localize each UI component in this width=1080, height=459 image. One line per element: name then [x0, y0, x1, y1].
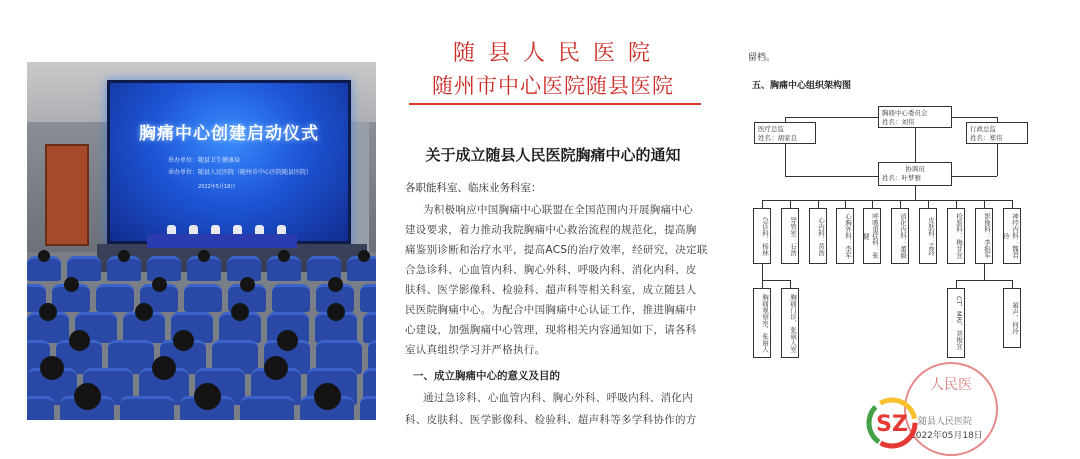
- connector: [952, 176, 997, 177]
- connector: [762, 200, 763, 208]
- connector: [872, 200, 873, 208]
- dept-box: 导管室：石浩: [781, 208, 799, 264]
- org-chart-page: [740, 40, 1036, 454]
- committee-box: [878, 106, 952, 128]
- sub-unit-box: 胸痛观察室、张丽人: [753, 288, 771, 358]
- medical-director-name: 姓名：胡家良: [758, 134, 797, 142]
- audience-head: [358, 250, 370, 262]
- stamp-org: 随县人民医院: [918, 417, 973, 427]
- dept-box: 急诊科：杨林: [753, 208, 771, 264]
- connector: [997, 144, 998, 176]
- committee-name: 姓名：刘伟: [882, 118, 915, 126]
- section-heading: 一、成立胸痛中心的意义及目的: [413, 370, 560, 382]
- audience-head: [173, 330, 194, 351]
- body-line: 科、皮肤科、医学影像科、检验科、超声科等多学科协作的方: [405, 414, 697, 426]
- body-line: 建设要求，着力推动我院胸痛中心救治流程的规范化，提高胸: [405, 224, 697, 236]
- connector: [790, 280, 791, 288]
- body-line: 民医院胸痛中心。为配合中国胸痛中心认证工作，推进胸痛中: [405, 304, 697, 316]
- stamp-date: 2022年05月18日: [910, 431, 983, 441]
- svg-text:SZ: SZ: [876, 412, 908, 437]
- body-line: 肤科、医学影像科、检验科、超声科等相关科室，成立随县人: [405, 284, 697, 296]
- connector: [818, 200, 819, 208]
- screen-organizer: 举办单位：随县卫生健康局: [168, 157, 241, 164]
- connector: [956, 200, 957, 208]
- audience-head: [264, 356, 288, 380]
- auditorium-seat: [147, 256, 181, 281]
- hospital-alt-name: 随州市中心医院随县医院: [432, 74, 674, 98]
- dept-box: 心内科：黄浩: [809, 208, 827, 264]
- dept-box: 心胸外科：李军: [836, 208, 854, 264]
- auditorium-seat: [96, 284, 134, 312]
- sub-unit-box: 胸痛门诊、张丽人室: [781, 288, 799, 358]
- audience-head: [64, 277, 79, 292]
- audience-head: [198, 250, 210, 262]
- audience-head: [278, 250, 290, 262]
- connector: [952, 117, 997, 118]
- connector: [915, 186, 916, 200]
- audience-head: [152, 356, 176, 380]
- body-line: 痛鉴别诊断和治疗水平，提高ACS的治疗效率，经研究，决定联: [405, 244, 708, 256]
- led-screen: [107, 80, 351, 244]
- audience-head: [118, 250, 130, 262]
- connector: [845, 200, 846, 208]
- red-divider: [409, 103, 701, 105]
- audience-head: [39, 303, 57, 321]
- ceremony-photo: [27, 62, 376, 420]
- sz-logo-icon: [866, 397, 918, 449]
- coordinator-name: 姓名：叶梦雅: [882, 174, 921, 182]
- auditorium-seat: [27, 396, 54, 420]
- connector: [790, 200, 791, 208]
- notice-document: [403, 28, 708, 454]
- connector: [984, 200, 985, 208]
- stamp-text: 人民医: [930, 377, 972, 393]
- auditorium-seat: [363, 312, 376, 343]
- connector: [762, 200, 1012, 201]
- coordinator-label: 协调员: [905, 165, 925, 173]
- connector: [1012, 280, 1013, 288]
- hospital-name: 随 县 人 民 医 院: [453, 41, 653, 66]
- auditorium-seat: [272, 284, 310, 312]
- connector: [785, 117, 786, 122]
- screen-date: 2022年5月18日: [198, 184, 236, 190]
- auditorium-seat: [184, 284, 222, 312]
- connector: [997, 117, 998, 122]
- audience-seating: [27, 248, 376, 420]
- connector: [762, 280, 790, 281]
- audience-head: [231, 303, 249, 321]
- connector: [762, 264, 763, 280]
- admin-director-box: [966, 122, 1028, 144]
- audience-head: [240, 277, 255, 292]
- audience-head: [277, 330, 298, 351]
- body-line: 室认真组织学习并严格执行。: [405, 344, 546, 356]
- connector: [956, 280, 957, 288]
- audience-head: [38, 250, 50, 262]
- audience-head: [40, 356, 64, 380]
- audience-head: [69, 330, 90, 351]
- body-line: 合急诊科、心血管内科、胸心外科、呼吸内科、消化内科、皮: [405, 264, 697, 276]
- audience-head: [74, 383, 101, 410]
- audience-head: [328, 277, 343, 292]
- dept-box: 影像科：李振军: [975, 208, 993, 264]
- connector: [785, 144, 786, 176]
- body-line: 心建设，加强胸痛中心管理，现将相关内容通知如下，请各科: [405, 324, 697, 336]
- auditorium-seat: [240, 396, 294, 420]
- connector: [1012, 200, 1013, 208]
- audience-head: [314, 383, 341, 410]
- connector: [785, 176, 878, 177]
- notice-title: 关于成立随县人民医院胸痛中心的通知: [425, 146, 681, 164]
- committee-label: 胸痛中心委员会: [882, 109, 928, 117]
- audience-head: [152, 277, 167, 292]
- connector: [928, 200, 929, 208]
- dept-box: 皮肤科：孟玲: [919, 208, 937, 264]
- dept-box: 呼吸重症科：张健: [863, 208, 881, 264]
- admin-director-label: 行政总监: [970, 125, 996, 133]
- sub-unit-box: CT、MRI、刘俊宜: [947, 288, 965, 358]
- admin-director-name: 姓名：郑伟: [970, 134, 1003, 142]
- screen-title: 胸痛中心创建启动仪式: [139, 124, 319, 144]
- sub-unit-box: 超声、何玲: [1003, 288, 1021, 348]
- audience-head: [135, 303, 153, 321]
- body-line: 为积极响应中国胸痛中心联盟在全国范围内开展胸痛中心: [423, 204, 693, 216]
- connector: [984, 264, 985, 280]
- screen-host: 承办单位：随县人民医院（随州市中心医院随县医院）: [168, 169, 313, 176]
- connector: [915, 128, 916, 162]
- org-chart-heading: 五、胸痛中心组织架构图: [752, 81, 852, 91]
- connector: [900, 200, 901, 208]
- red-door: [45, 144, 89, 246]
- audience-head: [194, 383, 221, 410]
- dept-box: 检验科：梅甘宜: [947, 208, 965, 264]
- connector: [785, 117, 878, 118]
- medical-director-box: [754, 122, 816, 144]
- dept-box: 消化内科：董毅: [891, 208, 909, 264]
- addressee: 各职能科室、临床业务科室：: [405, 182, 542, 194]
- dept-box: 神经内科：魏君玲: [1003, 208, 1021, 264]
- presidium-table: [147, 234, 297, 248]
- auditorium-seat: [360, 284, 376, 312]
- connector: [956, 280, 1012, 281]
- audience-head: [327, 303, 345, 321]
- auditorium-seat: [360, 396, 376, 420]
- connector: [762, 280, 763, 288]
- auditorium-seat: [120, 396, 174, 420]
- archive-note: 留档。: [748, 53, 776, 63]
- body-line: 通过急诊科、心血管内科、胸心外科、呼吸内科、消化内: [423, 392, 693, 404]
- coordinator-box: [878, 162, 952, 186]
- medical-director-label: 医疗总监: [758, 125, 784, 133]
